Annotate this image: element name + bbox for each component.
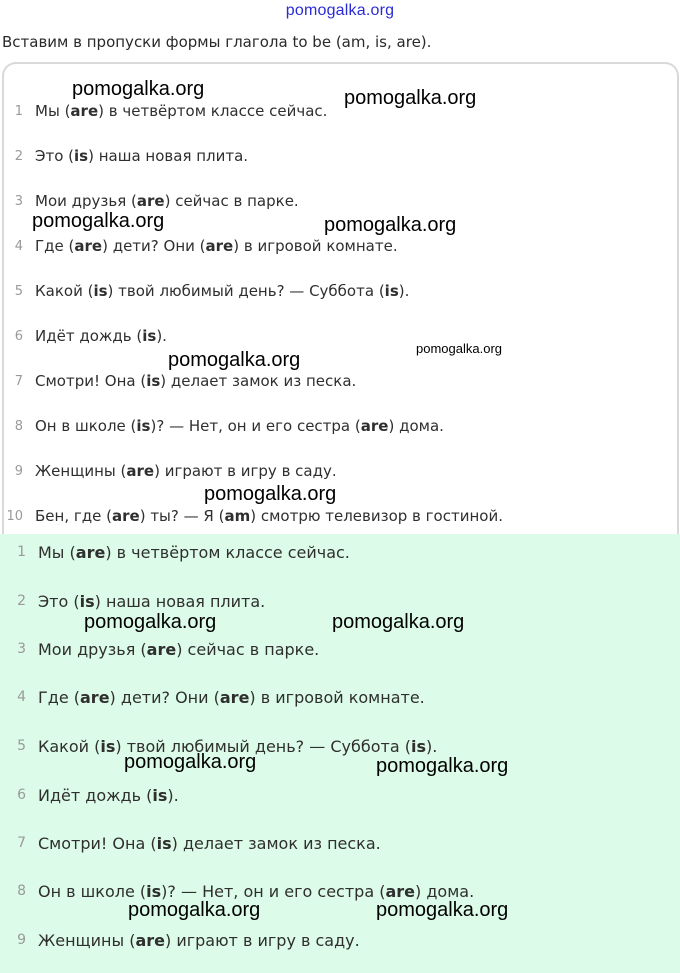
item-text: Смотри! Она (is) делает замок из песка. [35,372,357,390]
item-number: 7 [14,373,23,389]
item-text: Это (is) наша новая плита. [38,591,266,611]
watermark-label: pomogalka.org [204,483,337,505]
answer-item [0,685,425,709]
item-number: 8 [17,883,26,899]
question-item [0,324,167,348]
item-number: 5 [14,283,23,299]
item-number: 2 [14,148,23,164]
item-text: Какой (is) твой любимый день? — Суббота (is). [35,282,410,300]
verb-form: are [136,192,165,210]
verb-form: are [111,507,140,525]
item-text: Он в школе (is)? — Нет, он и его сестра (are) дома. [35,417,444,435]
watermark-label: pomogalka.org [376,755,509,777]
item-number: 10 [6,508,23,524]
question-item [0,369,356,393]
item-text: Смотри! Она (is) делает замок из песка. [38,833,381,853]
answer-item [0,783,179,807]
item-text: Он в школе (is)? — Нет, он и его сестра (are) дома. [38,881,475,901]
item-text: Женщины (are) играют в игру в саду. [38,930,360,950]
item-number: 4 [17,689,26,705]
verb-form: is [136,417,151,435]
verb-form: are [385,881,415,901]
watermark-label: pomogalka.org [128,899,261,921]
verb-form: are [219,687,250,707]
question-item [0,504,503,528]
verb-form: are [80,687,110,707]
item-text: Идёт дождь (is). [38,785,179,805]
verb-form: is [74,147,89,165]
verb-form: are [360,417,389,435]
item-number: 6 [17,787,26,803]
watermark-label: pomogalka.org [344,87,477,109]
watermark-label: pomogalka.org [168,349,301,371]
verb-form: are [146,639,177,659]
item-number: 9 [17,932,26,948]
verb-form: is [93,282,108,300]
item-text: Идёт дождь (is). [35,327,167,345]
item-text: Бен, где (are) ты? — Я (am) смотрю телевизор в гостиной. [35,507,503,525]
item-number: 6 [14,328,23,344]
verb-form: are [75,542,106,562]
item-text: Мои друзья (are) сейчас в парке. [35,192,299,210]
item-text: Мои друзья (are) сейчас в парке. [38,639,320,659]
item-text: Женщины (are) играют в игру в саду. [35,462,337,480]
verb-form: is [410,736,426,756]
verb-form: am [224,507,251,525]
verb-form: is [146,881,162,901]
item-text: Где (are) дети? Они (are) в игровой комнате. [35,237,398,255]
verb-form: are [135,930,165,950]
item-number: 3 [14,193,23,209]
question-item [0,459,337,483]
verb-form: are [70,102,99,120]
question-item [0,279,409,303]
item-text: Где (are) дети? Они (are) в игровой комнате. [38,687,425,707]
verb-form: is [146,372,161,390]
item-number: 9 [14,463,23,479]
answer-item [0,831,381,855]
item-number: 5 [17,738,26,754]
item-number: 1 [17,544,26,560]
watermark-label: pomogalka.org [72,78,205,100]
item-number: 3 [17,641,26,657]
watermark-label: pomogalka.org [416,341,502,356]
verb-form: is [79,591,95,611]
watermark-label: pomogalka.org [124,751,257,773]
watermark-label: pomogalka.org [332,611,465,633]
instruction-text: Вставим в пропуски формы глагола to be (am, is, are). [2,33,432,51]
verb-form: is [152,785,168,805]
question-item [0,99,327,123]
question-item [0,234,398,258]
answer-item [0,637,319,661]
verb-form: is [384,282,399,300]
item-text: Мы (are) в четвёртом классе сейчас. [35,102,328,120]
answer-item [0,589,265,613]
item-number: 4 [14,238,23,254]
verb-form: is [100,736,116,756]
watermark-label: pomogalka.org [84,611,217,633]
watermark-label: pomogalka.org [324,214,457,236]
verb-form: are [205,237,234,255]
question-item [0,414,444,438]
item-text: Это (is) наша новая плита. [35,147,249,165]
item-number: 7 [17,835,26,851]
verb-form: is [142,327,157,345]
item-text: Мы (are) в четвёртом классе сейчас. [38,542,350,562]
item-number: 2 [17,593,26,609]
answer-item [0,928,360,952]
verb-form: are [74,237,103,255]
verb-form: are [126,462,155,480]
watermark-label: pomogalka.org [376,899,509,921]
item-text: Какой (is) твой любимый день? — Суббота (is). [38,736,438,756]
header-watermark: pomogalka.org [285,2,395,19]
item-number: 1 [14,103,23,119]
item-number: 8 [14,418,23,434]
answer-item [0,540,350,564]
question-item [0,144,248,168]
watermark-label: pomogalka.org [32,210,165,232]
verb-form: is [156,833,172,853]
